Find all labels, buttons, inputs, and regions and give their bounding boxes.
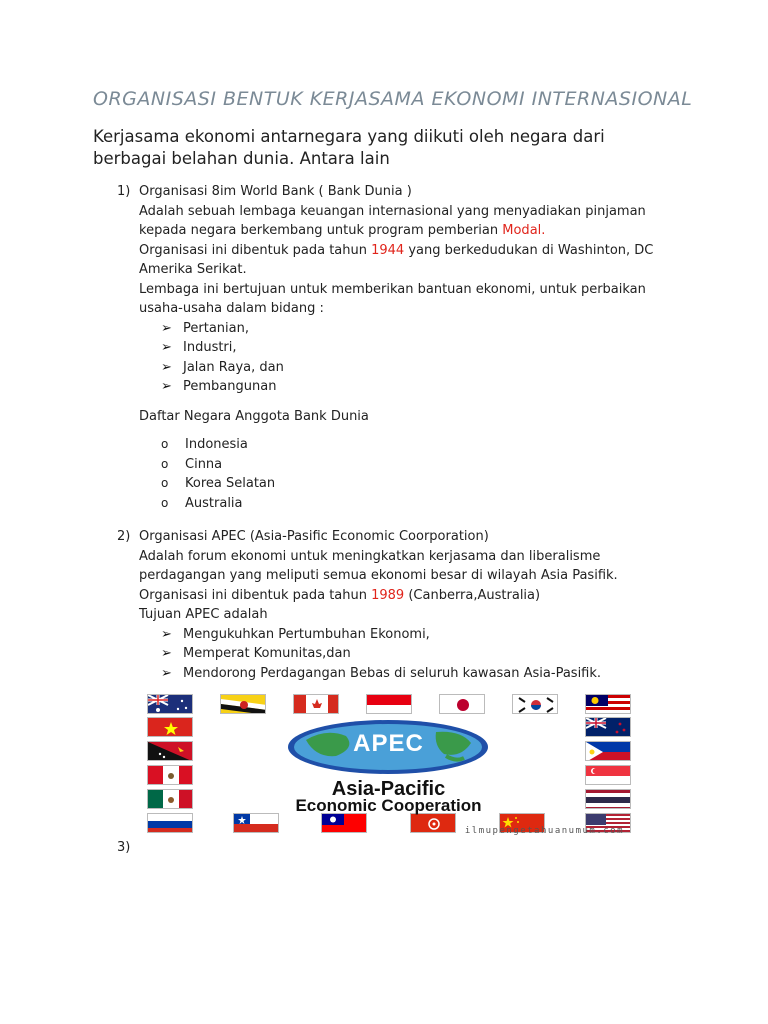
apec-image <box>141 690 636 838</box>
list-item: o Indonesia <box>161 435 679 455</box>
flag-indonesia-icon <box>366 694 412 714</box>
flag-papua-new-guinea-icon <box>147 741 193 761</box>
flag-australia-icon <box>147 694 193 714</box>
list-item: ➢ Mengukuhkan Pertumbuhan Ekonomi, <box>161 625 679 645</box>
flag-chile-icon <box>233 813 279 833</box>
flag-brunei-icon <box>220 694 266 714</box>
list-item: ➢ Memperat Komunitas,dan <box>161 644 679 664</box>
flag-vietnam-icon <box>147 717 193 737</box>
goals-list <box>139 625 679 684</box>
list-item: o Korea Selatan <box>161 474 679 494</box>
intro-paragraph: Kerjasama ekonomi antarnegara yang diikuti oleh negara dari berbagai belahan dunia. Antara lain <box>93 127 605 168</box>
page-title: ORGANISASI BENTUK KERJASAMA EKONOMI INTERNASIONAL <box>93 88 693 110</box>
apec-line2: Economic Cooperation <box>295 796 482 815</box>
watermark: ilmupengetahuanumum.com <box>464 826 624 836</box>
paragraph: Lembaga ini bertujuan untuk memberikan bantuan ekonomi, untuk perbaikan usaha-usaha dalam bidang : <box>139 281 646 316</box>
members-list <box>139 435 679 513</box>
goals-title: Tujuan APEC adalah <box>139 607 268 622</box>
section-number: 1) <box>117 184 131 199</box>
list-item: ➢ Industri, <box>161 338 679 358</box>
section-number: 2) <box>117 529 131 544</box>
section-heading: Organisasi 8im World Bank ( Bank Dunia ) <box>139 184 412 199</box>
flag-malaysia-icon <box>585 694 631 714</box>
fields-list <box>139 319 679 397</box>
paragraph: Organisasi ini dibentuk pada tahun 1944 yang berkedudukan di Washinton, DC Amerika Serikat. <box>139 242 654 277</box>
flag-canada-icon <box>293 694 339 714</box>
paragraph: Adalah sebuah lembaga keuangan internasional yang menyadiakan pinjaman kepada negara berkembang untuk program pemberian Modal. <box>139 203 646 238</box>
list-item: o Cinna <box>161 455 679 475</box>
list-item: ➢ Pertanian, <box>161 319 679 339</box>
paragraph: Organisasi ini dibentuk pada tahun 1989 (Canberra,Australia) <box>139 587 541 603</box>
section-number: 3) <box>117 840 131 855</box>
flag-korea-icon <box>512 694 558 714</box>
list-item: ➢ Pembangunan <box>161 377 679 397</box>
flag-philippines-icon <box>585 741 631 761</box>
paragraph: Adalah forum ekonomi untuk meningkatkan kerjasama dan liberalisme perdagangan yang meliputi semua ekonomi besar di wilayah Asia Pasifik. <box>139 548 618 583</box>
flag-russia-icon <box>147 813 193 833</box>
flag-new-zealand-icon <box>585 717 631 737</box>
flag-japan-icon <box>439 694 485 714</box>
list-item: ➢ Jalan Raya, dan <box>161 358 679 378</box>
flag-hong-kong-icon <box>410 813 456 833</box>
list-item: ➢ Mendorong Perdagangan Bebas di seluruh kawasan Asia-Pasifik. <box>161 664 679 684</box>
apec-line1: Asia-Pacific <box>331 778 446 800</box>
list-item: o Australia <box>161 494 679 514</box>
flag-chinese-taipei-icon <box>321 813 367 833</box>
section-heading: Organisasi APEC (Asia-Pasific Economic Coorporation) <box>139 529 489 544</box>
apec-logo-text: APEC <box>353 730 424 757</box>
members-title: Daftar Negara Anggota Bank Dunia <box>139 408 369 424</box>
